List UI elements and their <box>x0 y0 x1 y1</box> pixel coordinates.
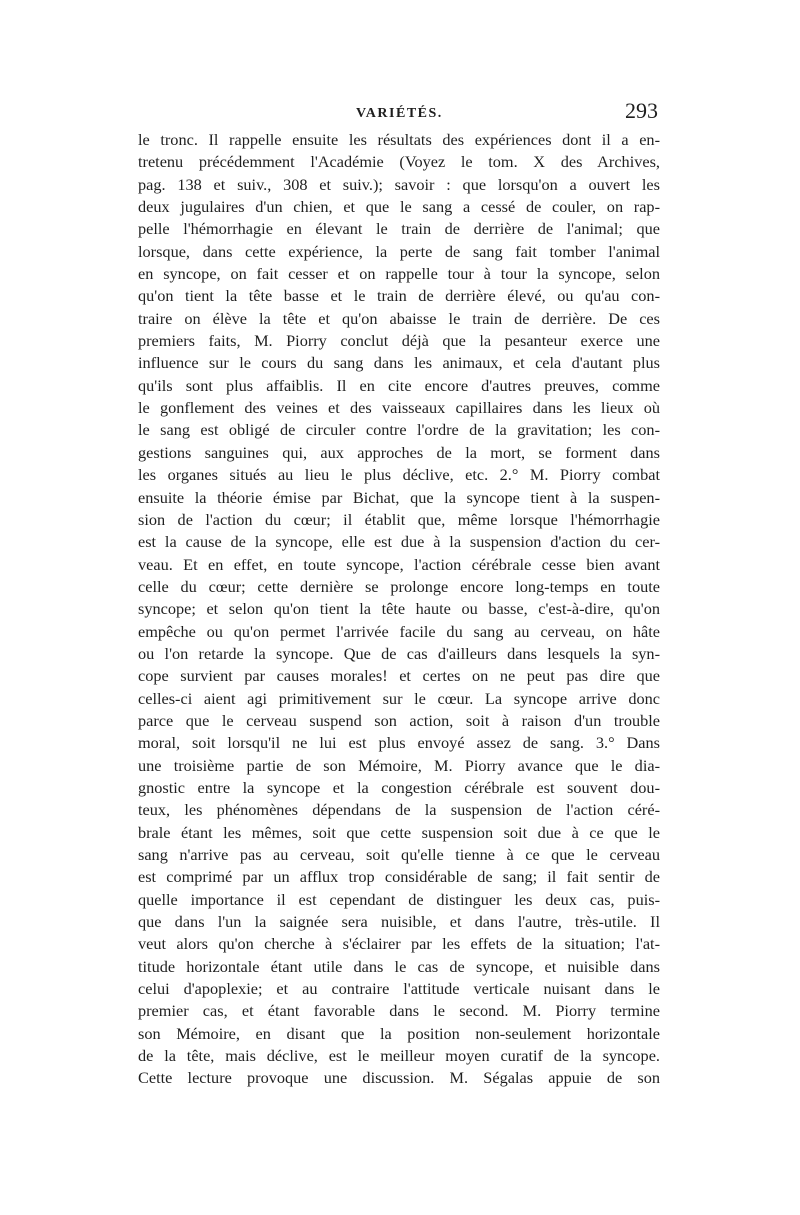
text-line: le tronc. Il rappelle ensuite les résultats des expériences dont il a en- <box>138 130 660 149</box>
text-line: pelle l'hémorrhagie en élevant le train de derrière de l'animal; que <box>138 219 660 239</box>
text-line: de la tête, mais déclive, est le meilleur moyen curatif de la syncope. <box>138 1046 660 1066</box>
text-line: est la cause de la syncope, elle est due à la suspension d'action du cer- <box>138 532 660 552</box>
text-line: syncope; et selon qu'on tient la tête haute ou basse, c'est-à-dire, qu'on <box>138 599 660 619</box>
text-line: veau. Et en effet, en toute syncope, l'action cérébrale cesse bien avant <box>138 554 660 574</box>
text-line: deux jugulaires d'un chien, et que le sang a cessé de couler, on rap- <box>138 197 660 217</box>
text-line: parce que le cerveau suspend son action, soit à raison d'un trouble <box>138 710 660 730</box>
text-line: une troisième partie de son Mémoire, M. Piorry avance que le dia- <box>138 755 660 775</box>
text-line: celle du cœur; cette dernière se prolonge encore long-temps en toute <box>138 576 660 596</box>
text-line: ou l'on retarde la syncope. Que de cas d'ailleurs dans lesquels la syn- <box>138 643 660 663</box>
text-line: pag. 138 et suiv., 308 et suiv.); savoir : que lorsqu'on a ouvert les <box>138 174 660 194</box>
text-line: teux, les phénomènes dépendans de la suspension de l'action céré- <box>138 800 660 820</box>
text-line: empêche ou qu'on permet l'arrivée facile du sang au cerveau, on hâte <box>138 621 660 641</box>
text-line: les organes situés au lieu le plus déclive, etc. 2.° M. Piorry combat <box>138 465 660 485</box>
text-line: moral, soit lorsqu'il ne lui est plus envoyé assez de sang. 3.° Dans <box>138 733 660 753</box>
text-line: lorsque, dans cette expérience, la perte de sang fait tomber l'animal <box>138 241 660 261</box>
page-number: 293 <box>625 98 658 123</box>
text-line: est comprimé par un afflux trop considérable de sang; il fait sentir de <box>138 867 660 887</box>
text-line: brale étant les mêmes, soit que cette suspension soit due à ce que le <box>138 822 660 842</box>
text-line: influence sur le cours du sang dans les animaux, et cela d'autant plus <box>138 353 660 373</box>
running-title: VARIÉTÉS. <box>356 106 443 121</box>
text-line: le gonflement des veines et des vaisseaux capillaires dans les lieux où <box>138 398 660 418</box>
text-line: celles-ci aient agi primitivement sur le cœur. La syncope arrive donc <box>138 688 660 708</box>
text-line: sion de l'action du cœur; il établit que, même lorsque l'hémorrhagie <box>138 509 660 529</box>
text-line: que dans l'un la saignée sera nuisible, et dans l'autre, très-utile. Il <box>138 912 660 932</box>
text-line: qu'on tient la tête basse et le train de derrière élevé, ou qu'au con- <box>138 286 660 306</box>
text-line: le sang est obligé de circuler contre l'ordre de la gravitation; les con- <box>138 420 660 440</box>
text-line: Cette lecture provoque une discussion. M. Ségalas appuie de son <box>138 1068 660 1088</box>
text-line: ensuite la théorie émise par Bichat, que la syncope tient à la suspen- <box>138 487 660 507</box>
text-line: celui d'apoplexie; et au contraire l'attitude verticale nuisant dans le <box>138 979 660 999</box>
text-line: premiers faits, M. Piorry conclut déjà que la pesanteur exerce une <box>138 331 660 351</box>
page-header <box>138 94 658 134</box>
text-line: cope survient par causes morales! et certes on ne peut pas dire que <box>138 666 660 686</box>
text-line: veut alors qu'on cherche à s'éclairer par les effets de la situation; l'at- <box>138 934 660 954</box>
text-line: qu'ils sont plus affaiblis. Il en cite encore d'autres preuves, comme <box>138 375 660 395</box>
text-line: sang n'arrive pas au cerveau, soit qu'elle tienne à ce que le cerveau <box>138 845 660 864</box>
text-line: gnostic entre la syncope et la congestion cérébrale est souvent dou- <box>138 777 660 797</box>
text-line: traire on élève la tête et qu'on abaisse le train de derrière. De ces <box>138 308 660 328</box>
text-line: tretenu précédemment l'Académie (Voyez le tom. X des Archives, <box>138 152 660 172</box>
text-line: premier cas, et étant favorable dans le second. M. Piorry termine <box>138 1001 660 1021</box>
body-text <box>138 129 660 1090</box>
text-line: en syncope, on fait cesser et on rappelle tour à tour la syncope, selon <box>138 264 660 284</box>
text-line: son Mémoire, en disant que la position non-seulement horizontale <box>138 1023 660 1043</box>
text-line: quelle importance il est cependant de distinguer les deux cas, puis- <box>138 889 660 909</box>
text-line: titude horizontale étant utile dans le cas de syncope, et nuisible dans <box>138 956 660 976</box>
text-line: gestions sanguines qui, aux approches de la mort, se forment dans <box>138 442 660 462</box>
